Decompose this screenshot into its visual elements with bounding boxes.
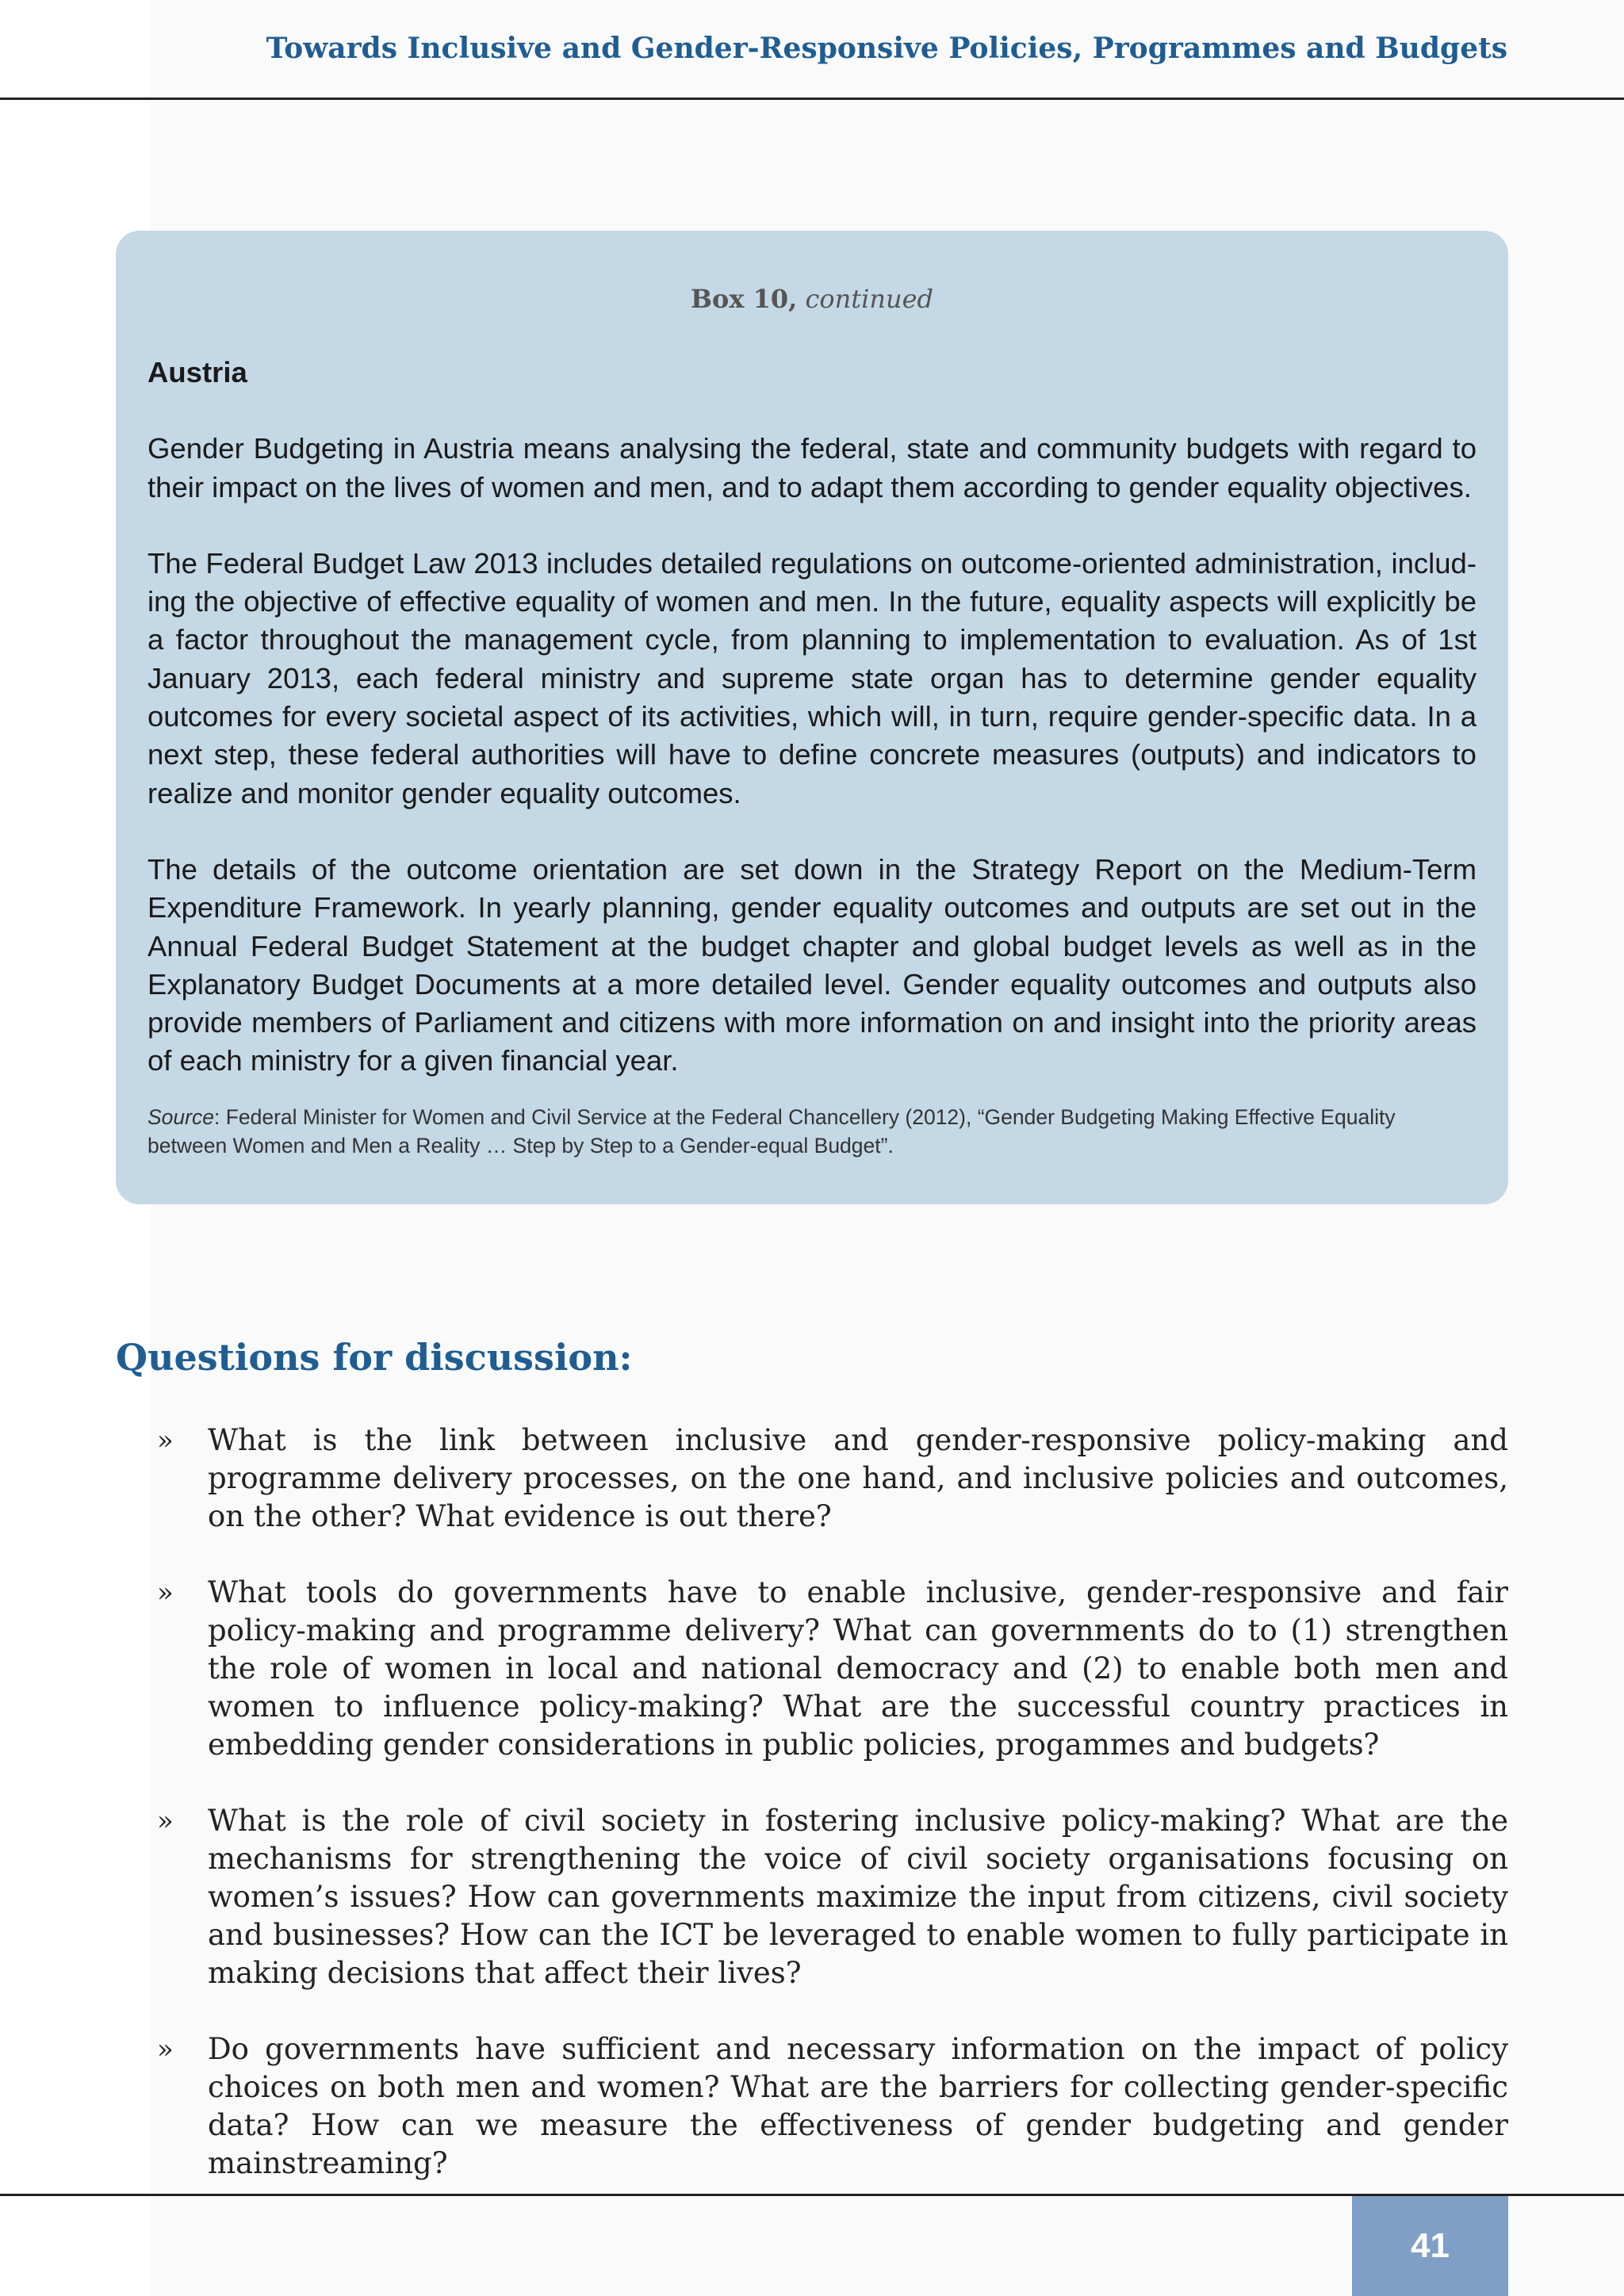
box-paragraph: The Federal Budget Law 2013 includes detailed regulations on outcome-oriented administration, including the objective of effective equality of women and men. In the future, equality aspects will explicitly be a factor throughout the management cycle, from planning to implementation to evaluation. As of 1st January 2013, each federal ministry and supreme state organ has to determine gender equality outcomes for every societal aspect of its activities, which will, in turn, require gender-specific data. In a next step, these federal authorities will have to define concrete measures (outputs) and indicators to realize and monitor gender equality outcomes. xyxy=(147,546,1477,809)
box-label: Box 10, xyxy=(691,284,798,314)
box-paragraph: The details of the outcome orientation are set down in the Strategy Report on the Medium-Term Expenditure Framework. In yearly planning, gender equality outcomes and outputs are set out in the Annual Federal Budget Statement at the budget chapter and global budget levels as well as in the Explanatory Budget Documents at a more detailed level. Gender equality outcomes and outputs also provide members of Parliament and citizens with more information on and insight into the priority areas of each ministry for a given financial year. xyxy=(147,852,1477,1077)
header-rule xyxy=(0,98,1624,100)
box-10-panel xyxy=(116,231,1508,1204)
question-item xyxy=(116,1422,1508,1536)
questions-heading: Questions for discussion: xyxy=(116,1336,633,1379)
box-content xyxy=(147,354,1477,1160)
box-caption xyxy=(0,284,1624,314)
question-text: What is the link between inclusive and gender-responsive policy-making and programme delivery processes, on the one hand, and inclusive policies and outcomes, on the other? What evidence is out there? xyxy=(208,1423,1508,1533)
bullet-icon: » xyxy=(157,1805,174,1837)
box-continued: continued xyxy=(805,284,933,314)
source-text: : Federal Minister for Women and Civil Service at the Federal Chancellery (2012), “Gender Budgeting Making Effective Equality between Women and Men a Reality … Step by Step to a Gender-equal Budget”. xyxy=(147,1104,1396,1158)
box-paragraph: Gender Budgeting in Austria means analysing the federal, state and community budgets with regard to their impact on the lives of women and men, and to adapt them according to gender equality objectives. xyxy=(147,432,1477,503)
page-number: 41 xyxy=(1352,2196,1508,2296)
question-item xyxy=(116,2030,1508,2183)
bullet-icon: » xyxy=(157,1425,174,1456)
question-text: What is the role of civil society in fostering inclusive policy-making? What are the mechanisms for strengthening the voice of civil society organisations focusing on women’s issues? How can governments maximize the input from citizens, civil society and businesses? How can the ICT be leveraged to enable women to fully participate in making decisions that affect their lives? xyxy=(208,1804,1508,1990)
question-item xyxy=(116,1802,1508,1992)
running-header: Towards Inclusive and Gender-Responsive Policies, Programmes and Budgets xyxy=(266,32,1507,65)
question-list xyxy=(116,1422,1508,2221)
bullet-icon: » xyxy=(157,1577,174,1609)
question-text: Do governments have sufficient and necessary information on the impact of policy choices on both men and women? What are the barriers for collecting gender-specific data? How can we measure the effectiveness of gender budgeting and gender mainstreaming? xyxy=(208,2032,1508,2180)
question-item xyxy=(116,1574,1508,1764)
box-heading: Austria xyxy=(147,356,247,388)
bullet-icon: » xyxy=(157,2034,174,2065)
box-source xyxy=(147,1103,1477,1160)
question-text: What tools do governments have to enable inclusive, gender-responsive and fair policy-making and programme delivery? What can governments do to (1) strengthen the role of women in local and national democracy and (2) to enable both men and women to influence policy-making? What are the successful country practices in embedding gender considerations in public policies, progammes and budgets? xyxy=(208,1575,1508,1762)
source-label: Source xyxy=(147,1104,214,1129)
